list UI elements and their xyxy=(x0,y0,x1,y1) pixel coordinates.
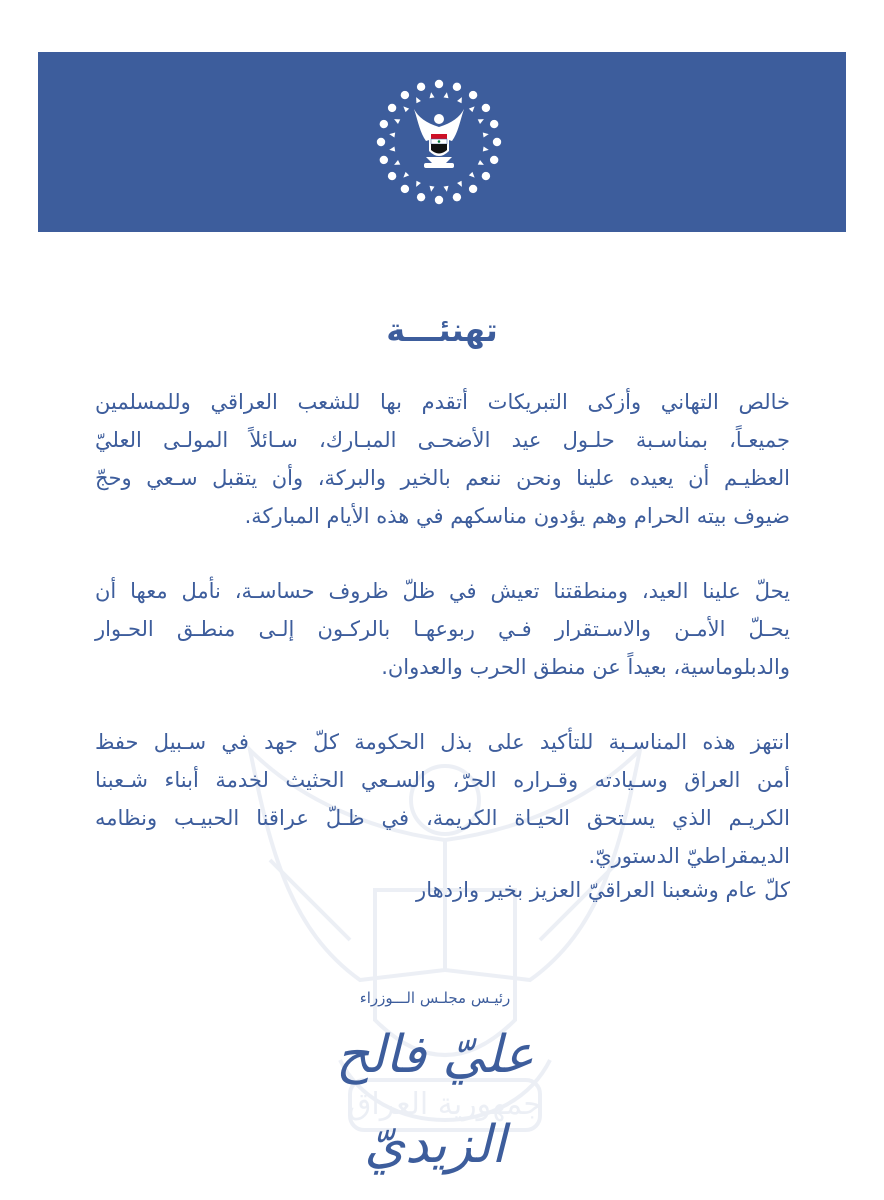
emblem-ring-dot xyxy=(453,83,461,91)
emblem-ring-dot xyxy=(482,104,490,112)
emblem-ring-dot xyxy=(435,196,443,204)
emblem-ring-dot xyxy=(417,83,425,91)
text-line: والدبلوماسية، بعيداً عن منطق الحرب والعدوان. xyxy=(381,655,790,679)
emblem-ring-dot xyxy=(490,120,498,128)
emblem-ring-triangle xyxy=(469,172,475,178)
emblem-ring-triangle xyxy=(416,97,421,103)
eid-greeting: كلّ عام وشعبنا العراقيّ العزيز بخير وازدهار xyxy=(416,878,790,902)
text-line: انتهز هذه المناسـبة للتأكيد على بذل الحكومة كلّ جهد في سـبيل حفظ xyxy=(95,730,790,754)
watermark-caption: جمهورية العراق xyxy=(348,1087,542,1122)
emblem-ring-triangle xyxy=(469,106,475,112)
text-line: ضيوف بيته الحرام وهم يؤدون مناسكهم في هذه الأيام المباركة. xyxy=(244,504,790,528)
emblem-ring-triangle xyxy=(478,119,484,124)
emblem-ring-triangle xyxy=(430,92,435,98)
emblem-ring-dot xyxy=(380,120,388,128)
emblem-ring-dot xyxy=(490,156,498,164)
emblem-ring-dot xyxy=(417,193,425,201)
closing-line: الديمقراطيّ الدستوريّ. xyxy=(588,844,790,868)
text-line: خالص التهاني وأزكى التبريكات أتقدم بها للشعب العراقي وللمسلمين xyxy=(95,390,790,414)
emblem-ring-dot xyxy=(380,156,388,164)
signatory-title: رئيـس مجلـس الـــوزراء xyxy=(359,989,511,1007)
emblem-ring-triangle xyxy=(483,133,489,138)
emblem-ring-triangle xyxy=(403,106,409,112)
emblem-ring-dot xyxy=(469,185,477,193)
emblem-ring-dot xyxy=(401,91,409,99)
text-line: جميعـاً، بمناسـبة حلـول عيد الأضحـى المبـارك، سـائلاً المولـى العليّ xyxy=(95,428,790,452)
text-line: أمن العراق وسـيادته وقـراره الحرّ، والسـعي الحثيث لخدمة أبناء شـعبنا xyxy=(95,768,790,792)
emblem-ring-triangle xyxy=(457,181,462,187)
emblem-ring-triangle xyxy=(389,133,395,138)
emblem-ring-triangle xyxy=(394,160,400,165)
text-line: العظيـم أن يعيده علينا ونحن ننعم بالخير والبركة، وأن يتقبل سـعي وحجّ xyxy=(95,466,790,490)
emblem-ring-triangle xyxy=(403,172,409,178)
emblem-ring-dot xyxy=(435,80,443,88)
signatory-name: عليّ فالح الزيديّ xyxy=(335,1025,535,1175)
iraqi-eagle-emblem-icon xyxy=(374,77,504,207)
emblem-ring-dot xyxy=(469,91,477,99)
emblem-ring-dot xyxy=(377,138,385,146)
emblem-ring-triangle xyxy=(483,146,489,151)
emblem-ring-dot xyxy=(401,185,409,193)
emblem-ring-triangle xyxy=(394,119,400,124)
emblem-ring-triangle xyxy=(457,97,462,103)
letter-title: تهنئـــة xyxy=(386,311,498,349)
emblem-ring-dot xyxy=(482,172,490,180)
emblem-ring-triangle xyxy=(430,186,435,192)
paragraph-greeting xyxy=(95,383,790,535)
emblem-ring-triangle xyxy=(389,146,395,151)
emblem-ring-dot xyxy=(388,172,396,180)
text-line: يحـلّ الأمـن والاسـتقرار فـي ربوعهـا بالركـون إلـى منطـق الحـوار xyxy=(95,617,790,641)
emblem-ring-triangle xyxy=(416,181,421,187)
paragraph-government xyxy=(95,723,790,909)
emblem-ring-triangle xyxy=(478,160,484,165)
text-line: يحلّ علينا العيد، ومنطقتنا تعيش في ظلّ ظروف حساسـة، نأمل معها أن xyxy=(95,579,790,603)
letter-body xyxy=(95,383,790,946)
emblem-ring-dot xyxy=(493,138,501,146)
text-line: الكريـم الذي يسـتحق الحيـاة الكريمة، في ظـلّ عراقنا الحبيـب ونظامه xyxy=(95,806,790,830)
emblem-ring-dot xyxy=(388,104,396,112)
paragraph-region xyxy=(95,572,790,686)
emblem-ring-triangle xyxy=(443,92,448,98)
emblem-ring-dot xyxy=(453,193,461,201)
emblem-ring-triangle xyxy=(443,186,448,192)
